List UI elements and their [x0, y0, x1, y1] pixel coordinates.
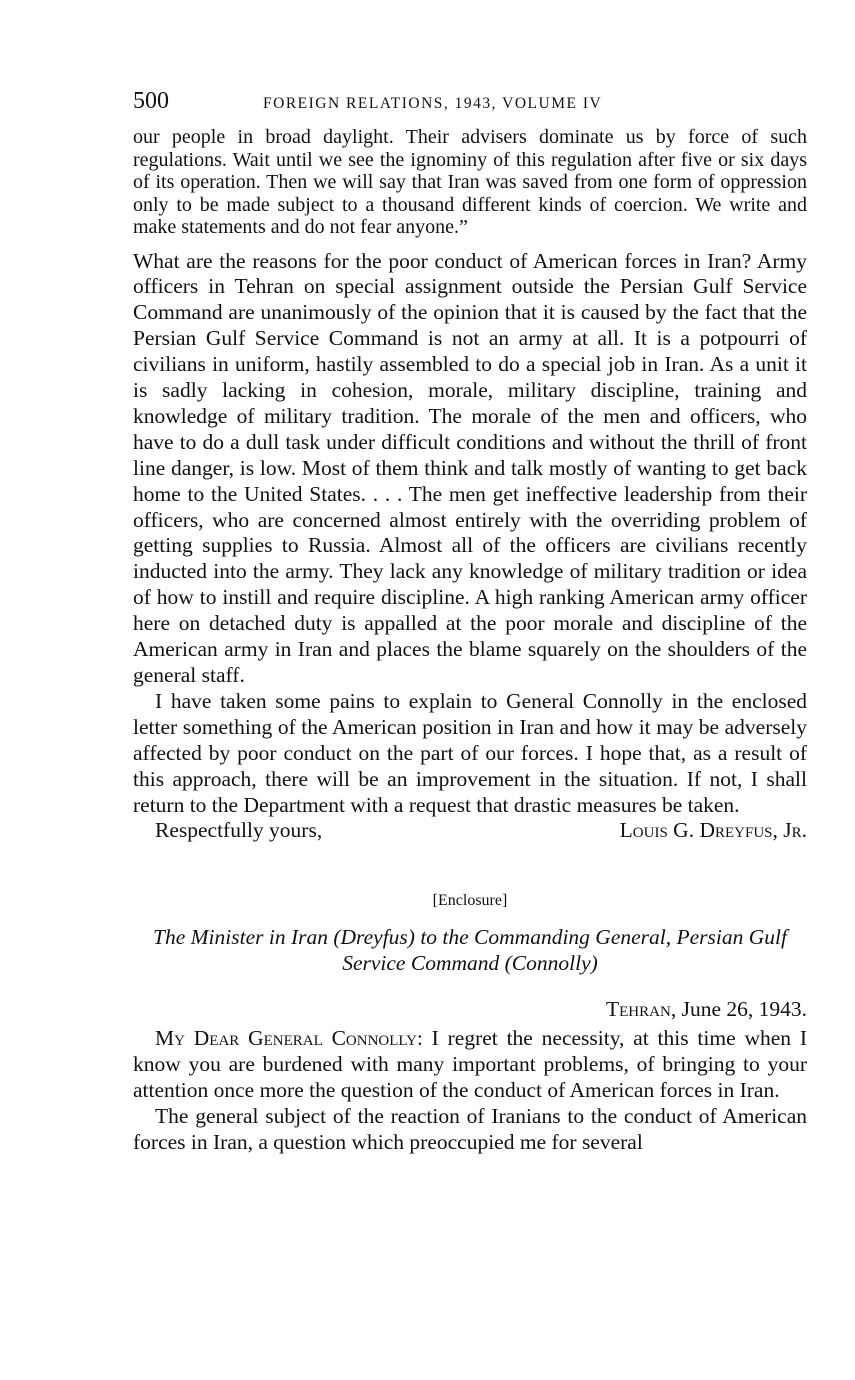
enclosure-paragraph-1	[133, 1026, 807, 1104]
letter-closing	[133, 818, 807, 844]
dateline-place: Tehran,	[606, 997, 677, 1022]
enclosure-paragraph-2: The general subject of the reaction of Iranians to the conduct of American forces in Iran, a question which preoccupied me for several	[133, 1104, 807, 1154]
enclosure-title: The Minister in Iran (Dreyfus) to the Commanding General, Persian Gulf Service Command (Connolly)	[153, 925, 787, 976]
salutation: My Dear General Connolly:	[155, 1026, 423, 1051]
page-number: 500	[133, 88, 169, 114]
quoted-paragraph: our people in broad daylight. Their advisers dominate us by force of such regulations. Wait until we see the ignominy of this regulation after five or six days of its operation. Then we will say that Iran was saved from one form of oppression only to be made subject to a thousand different kinds of coercion. We write and make statements and do not fear anyone.”	[133, 126, 807, 238]
complimentary-close: Respectfully yours,	[155, 818, 323, 843]
running-head	[133, 88, 807, 120]
signature: Louis G. Dreyfus, Jr.	[619, 818, 807, 843]
enclosure-label: [Enclosure]	[432, 892, 508, 910]
body-paragraph-2: I have taken some pains to explain to General Connolly in the enclosed letter something of the American position in Iran and how it may be adversely affected by poor conduct on the part of our forces. I hope that, as a result of this approach, there will be an improvement in the situation. If not, I shall return to the Department with a request that drastic measures be taken.	[133, 688, 807, 817]
running-title: FOREIGN RELATIONS, 1943, VOLUME IV	[263, 95, 603, 112]
enclosure-paragraph-1-text: I regret the necessity, at this time when I know you are burdened with many important problems, of bringing to your attention once more the question of the conduct of American forces in Iran.	[133, 1026, 807, 1103]
body-paragraph-1: What are the reasons for the poor conduct of American forces in Iran? Army officers in Tehran on special assignment outside the Persian Gulf Service Command are unanimously of the opinion that it is caused by the fact that the Persian Gulf Service Command is not an army at all. It is a potpourri of civilians in uniform, hastily assembled to do a special job in Iran. As a unit it is sadly lacking in cohesion, morale, military discipline, training and knowledge of military tradition. The morale of the men and officers, who have to do a dull task under difficult conditions and without the thrill of front line danger, is low. Most of them think and talk mostly of wanting to get back home to the United States. . . . The men get ineffective leadership from their officers, who are concerned almost entirely with the overriding problem of getting supplies to Russia. Almost all of the officers are civilians recently inducted into the army. They lack any knowledge of military tradition or idea of how to instill and require discipline. A high ranking American army officer here on detached duty is appalled at the poor morale and discipline of the American army in Iran and places the blame squarely on the shoulders of the general staff.	[133, 248, 807, 687]
document-page	[133, 88, 807, 1156]
dateline	[133, 996, 807, 1022]
dateline-date: June 26, 1943.	[676, 997, 807, 1022]
